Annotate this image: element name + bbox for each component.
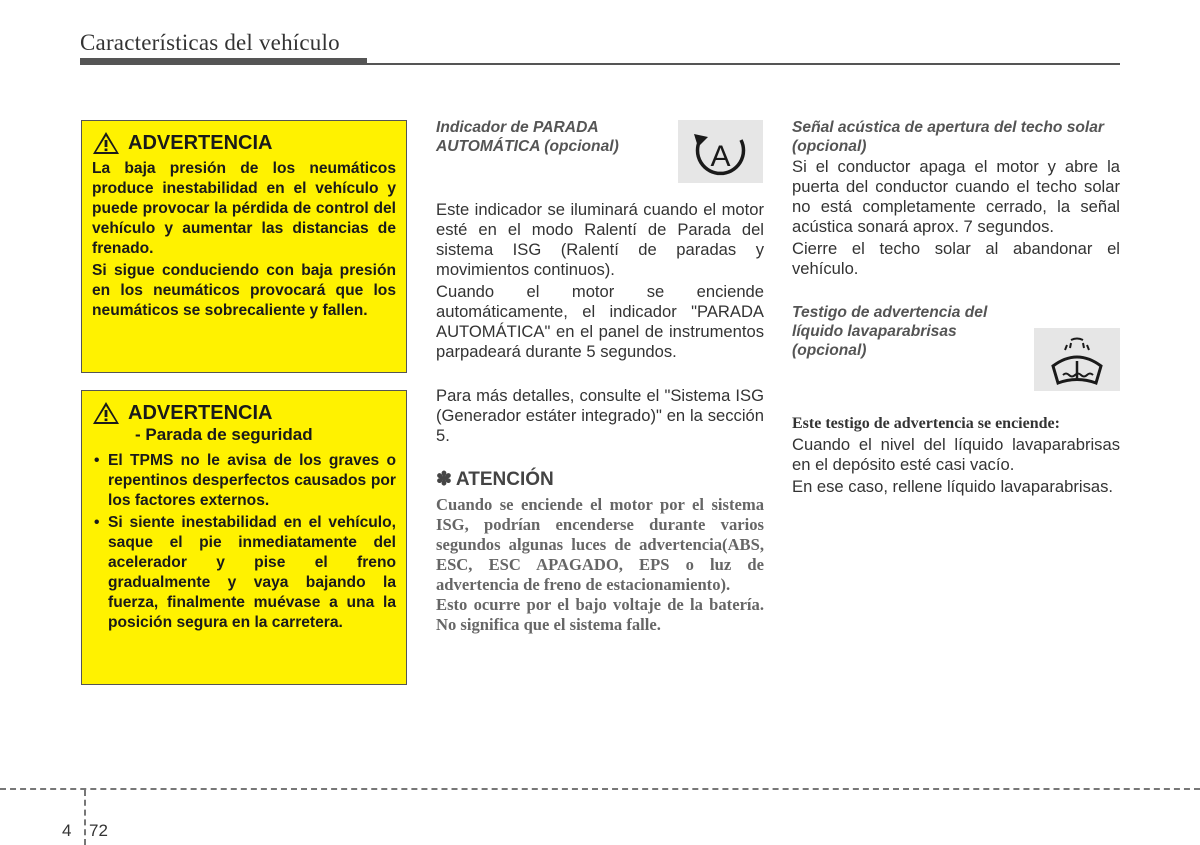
attention-paragraph: Cuando se enciende el motor por el sistema ISG, podrían encenderse durante varios segundos algunas luces de advertencia(ABS, ESC, ESC APAGADO, EPS o luz de advertencia de freno de estacionamiento).	[436, 495, 764, 594]
body-paragraph: Cuando el motor se enciende automáticamente, el indicador "PARADA AUTOMÁTICA" en el panel de instrumentos parpadeará durante 5 segundos.	[436, 282, 764, 361]
warning-title: ADVERTENCIA	[128, 131, 273, 154]
warning-bullet: • El TPMS no le avisa de los graves o repentinos desperfectos causados por los factores externos.	[92, 451, 396, 511]
warning-triangle-icon	[92, 131, 120, 155]
page-number: 72	[89, 821, 108, 840]
middle-body	[436, 200, 764, 635]
chapter-number: 4	[62, 821, 72, 840]
warning-paragraph: La baja presión de los neumáticos produce inestabilidad en el vehículo y puede provocar la pérdida de control del vehículo y aumentar las distancias de frenado.	[92, 160, 396, 257]
right-body	[792, 415, 1120, 497]
warning-title: ADVERTENCIA	[128, 401, 273, 424]
right-column	[792, 118, 1120, 360]
warning-subtitle: - Parada de seguridad	[135, 425, 313, 444]
section-heading-washer: Testigo de advertencia del líquido lavaparabrisas (opcional)	[792, 304, 988, 359]
attention-heading	[436, 468, 764, 491]
warning-box-tire-pressure	[81, 120, 407, 373]
header-rule-thin	[367, 63, 1120, 65]
washer-fluid-icon-box	[1034, 328, 1120, 391]
warning-heading	[92, 131, 396, 155]
body-paragraph: Cuando el nivel del líquido lavaparabrisas en el depósito esté casi vacío.	[792, 435, 1120, 474]
body-paragraph: Este indicador se iluminará cuando el motor esté en el modo Ralentí de Parada del sistema ISG (Ralentí de paradas y movimientos continuos).	[436, 200, 764, 279]
warning-paragraph: Si sigue conduciendo con baja presión en los neumáticos provocará que los neumáticos se sobrecaliente y fallen.	[92, 262, 396, 319]
asterisk-icon: ✽	[436, 469, 452, 490]
body-paragraph: Cierre el techo solar al abandonar el vehículo.	[792, 239, 1120, 278]
washer-lead-text: Este testigo de advertencia se enciende:	[792, 415, 1060, 432]
washer-fluid-icon	[1034, 328, 1120, 391]
attention-title: ATENCIÓN	[455, 468, 554, 490]
warning-triangle-icon	[92, 401, 120, 425]
section-heading-sunroof: Señal acústica de apertura del techo solar (opcional)	[792, 119, 1104, 155]
body-paragraph: Si el conductor apaga el motor y abre la puerta del conductor cuando el techo solar no está completamente cerrado, la señal acústica sonará aprox. 7 segundos.	[792, 157, 1120, 236]
footer-divider	[0, 788, 1200, 790]
warning-bullet-list	[92, 451, 396, 633]
header-rule-thick	[80, 58, 367, 65]
body-paragraph: Para más detalles, consulte el "Sistema ISG (Generador estáter integrado)" en la sección 5.	[436, 386, 764, 445]
footer-vertical-divider	[84, 790, 86, 845]
section-heading-auto-stop: Indicador de PARADA AUTOMÁTICA (opcional)	[436, 119, 619, 155]
page-title: Características del vehículo	[80, 30, 340, 55]
warning-box-safety-stop	[81, 390, 407, 685]
warning-heading	[92, 401, 396, 425]
attention-paragraph: Esto ocurre por el bajo voltaje de la batería. No significa que el sistema falle.	[436, 595, 764, 634]
warning-bullet: • Si siente inestabilidad en el vehículo, saque el pie inmediatamente del acelerador y pise el freno gradualmente y vaya bajando la fuerza, finalmente muévase a una la posición segura en la carretera.	[92, 513, 396, 633]
auto-stop-icon-box	[678, 120, 763, 183]
body-paragraph: En ese caso, rellene líquido lavaparabrisas.	[792, 477, 1114, 496]
auto-stop-icon	[678, 120, 763, 183]
svg-text:A: A	[710, 140, 731, 173]
